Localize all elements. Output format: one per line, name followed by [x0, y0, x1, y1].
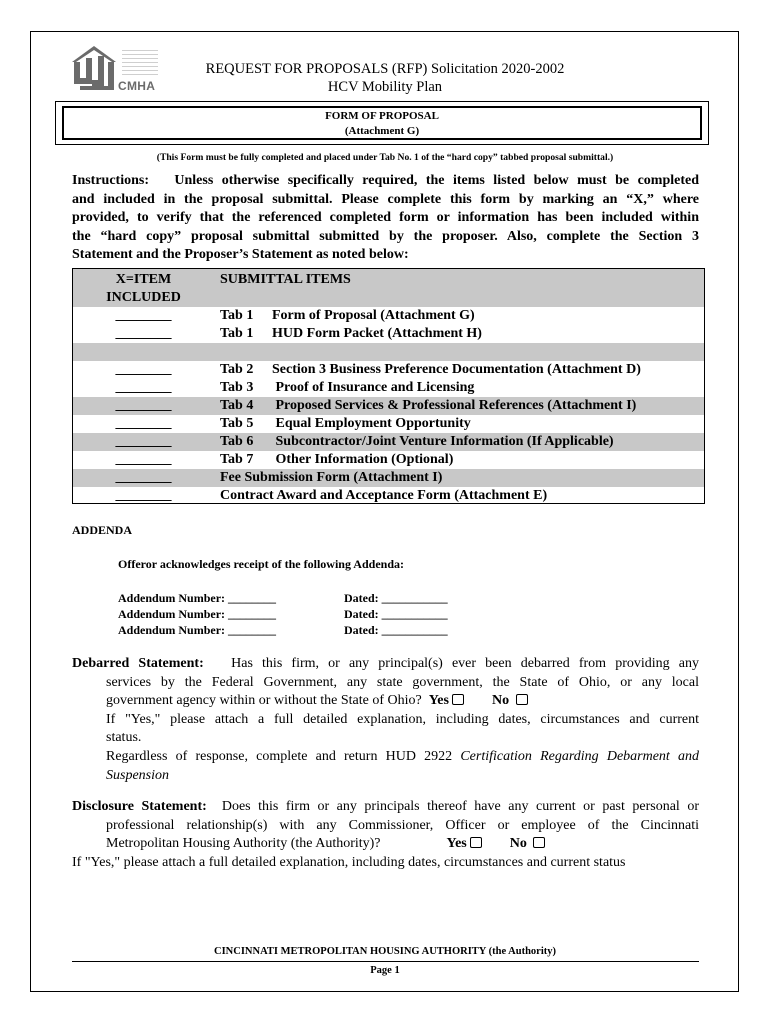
- rfp-subtitle: HCV Mobility Plan: [327, 79, 443, 95]
- debarred-text: Has this firm, or any principal(s) ever been debarred from providing any: [231, 656, 699, 671]
- addenda-heading: ADDENDA: [72, 523, 132, 537]
- debarred-text: status.: [106, 730, 142, 746]
- addendum-dated-field[interactable]: Dated: ___________: [344, 607, 448, 621]
- disclosure-text: If "Yes," please attach a full detailed explanation, including dates, circumstances and current status: [72, 854, 626, 870]
- addenda-acknowledge: Offeror acknowledges receipt of the following Addenda:: [118, 557, 404, 571]
- item-label: Form of Proposal (Attachment G): [272, 308, 475, 323]
- table-header: [73, 269, 704, 307]
- table-row: [73, 361, 704, 379]
- tab-label: Tab 4: [220, 398, 254, 413]
- disclosure-text: professional relationship(s) with any Commissioner, Officer or employee of the Cincinnati: [106, 817, 699, 833]
- item-label: Subcontractor/Joint Venture Information (If Applicable): [272, 434, 614, 449]
- disclosure-no-label: No: [509, 836, 527, 852]
- disclosure-no-checkbox[interactable]: [533, 837, 545, 848]
- item-label: Proposed Services & Professional References (Attachment I): [272, 398, 637, 413]
- tab-label: Tab 3: [220, 380, 254, 395]
- table-row-spacer: [73, 343, 704, 361]
- tab-label: Tab 5: [220, 416, 254, 431]
- disclosure-yes-label: Yes: [446, 836, 467, 852]
- table-row: [73, 469, 704, 487]
- instructions: [72, 172, 699, 265]
- debarred-label: Debarred Statement:: [72, 656, 204, 671]
- debarred-text: Regardless of response, complete and return HUD 2922: [106, 748, 461, 764]
- form-title-box: [55, 101, 709, 145]
- item-label: Other Information (Optional): [272, 452, 454, 467]
- addendum-number-field[interactable]: Addendum Number: ________: [118, 623, 277, 637]
- tab-label: Tab 7: [220, 452, 254, 467]
- item-label: Contract Award and Acceptance Form (Attachment E): [220, 488, 548, 503]
- mark-blank[interactable]: ________: [115, 470, 172, 485]
- mark-blank[interactable]: ________: [115, 398, 172, 413]
- item-label: HUD Form Packet (Attachment H): [272, 326, 482, 341]
- footer-org: CINCINNATI METROPOLITAN HOUSING AUTHORITY (the Authority): [214, 946, 556, 957]
- item-label: Proof of Insurance and Licensing: [272, 380, 475, 395]
- debarred-statement: [72, 655, 699, 785]
- table-row: [73, 379, 704, 397]
- table-row: [73, 487, 704, 505]
- mark-blank[interactable]: ________: [115, 452, 172, 467]
- addendum-dated-field[interactable]: Dated: ___________: [344, 623, 448, 637]
- page-number: Page 1: [370, 965, 400, 976]
- debarred-no-checkbox[interactable]: [516, 694, 528, 705]
- rfp-title: REQUEST FOR PROPOSALS (RFP) Solicitation 2020-2002: [205, 61, 565, 77]
- tab-label: Tab 6: [220, 434, 254, 449]
- mark-blank[interactable]: ________: [115, 488, 172, 503]
- item-label: Equal Employment Opportunity: [272, 416, 471, 431]
- mark-blank[interactable]: ________: [115, 326, 172, 341]
- addendum-number-field[interactable]: Addendum Number: ________: [118, 607, 277, 621]
- hud-2922-title: Certification Regarding Debarment and: [460, 748, 699, 764]
- tab-label: Tab 1: [220, 326, 254, 341]
- header-mark-1: X=ITEM: [115, 272, 172, 287]
- completion-note: (This Form must be fully completed and placed under Tab No. 1 of the “hard copy” tabbed proposal submittal.): [156, 152, 614, 163]
- instructions-line: and included in the proposal submittal. Please complete this form by marking an “X,” where: [72, 191, 699, 207]
- mark-blank[interactable]: ________: [115, 416, 172, 431]
- submittal-table: [72, 268, 705, 504]
- instructions-label: Instructions:: [72, 173, 150, 188]
- instructions-line: provided, to verify that the referenced completed form or information has been included within: [72, 210, 699, 226]
- debarred-yes-checkbox[interactable]: [452, 694, 464, 705]
- debarred-text: services by the Federal Government, any state government, the State of Ohio, or any local: [106, 674, 699, 690]
- table-row: [73, 397, 704, 415]
- header-mark-2: INCLUDED: [106, 290, 181, 305]
- mark-blank[interactable]: ________: [115, 362, 172, 377]
- tab-label: Tab 1: [220, 308, 254, 323]
- debarred-yes-label: Yes: [428, 693, 449, 709]
- debarred-text: government agency within or without the State of Ohio?: [106, 693, 422, 709]
- instructions-line: Unless otherwise specifically required, the items listed below must be completed: [174, 173, 700, 188]
- disclosure-text: Metropolitan Housing Authority (the Authority)?: [106, 836, 381, 852]
- instructions-line: Statement and the Proposer’s Statement as noted below:: [72, 247, 409, 263]
- item-label: Fee Submission Form (Attachment I): [220, 470, 443, 485]
- table-row: [73, 415, 704, 433]
- logo-text: CMHA: [118, 79, 156, 93]
- instructions-line: the “hard copy” proposal submittal submitted by the proposer. Also, complete the Section 3: [72, 228, 699, 244]
- form-title: FORM OF PROPOSAL: [325, 110, 439, 122]
- table-row: [73, 307, 704, 325]
- mark-blank[interactable]: ________: [115, 434, 172, 449]
- addendum-dated-field[interactable]: Dated: ___________: [344, 591, 448, 605]
- tab-label: Tab 2: [220, 362, 254, 377]
- table-row: [73, 451, 704, 469]
- hud-2922-title: Suspension: [106, 767, 169, 783]
- table-row: [73, 325, 704, 343]
- addendum-number-field[interactable]: Addendum Number: ________: [118, 591, 277, 605]
- disclosure-statement: [72, 798, 699, 872]
- disclosure-yes-checkbox[interactable]: [470, 837, 482, 848]
- disclosure-label: Disclosure Statement:: [72, 799, 207, 814]
- header-submittal-items: SUBMITTAL ITEMS: [220, 272, 351, 287]
- table-row: [73, 433, 704, 451]
- mark-blank[interactable]: ________: [115, 308, 172, 323]
- form-attachment: (Attachment G): [344, 125, 420, 137]
- debarred-no-label: No: [491, 693, 510, 709]
- mark-blank[interactable]: ________: [115, 380, 172, 395]
- debarred-text: If "Yes," please attach a full detailed explanation, including dates, circumstances and current: [106, 711, 699, 727]
- footer-divider: [72, 961, 699, 962]
- disclosure-text: Does this firm or any principals thereof have any current or past personal or: [221, 799, 699, 814]
- item-label: Section 3 Business Preference Documentation (Attachment D): [272, 362, 641, 377]
